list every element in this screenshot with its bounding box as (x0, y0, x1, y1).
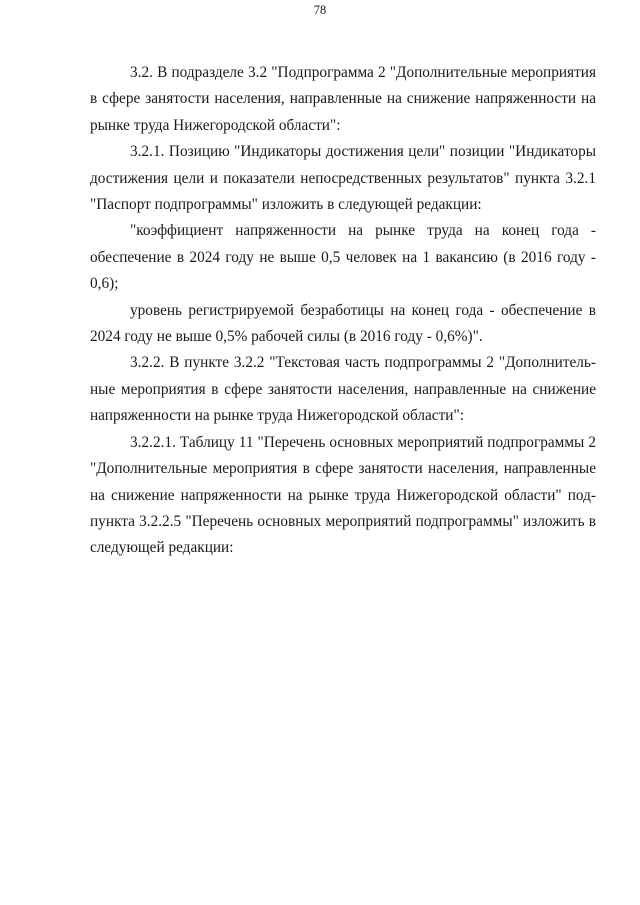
text-line: 2024 году не выше 0,5% рабочей силы (в 2016 году - 0,6%)". (90, 328, 483, 346)
text-line: "Паспорт подпрограммы" изложить в следующей редакции: (90, 196, 482, 214)
page-number: 78 (313, 3, 327, 17)
text-line: следующей редакции: (90, 539, 234, 557)
text-line: достижения цели и показатели непосредственных результатов" пункта 3.2.1 (90, 169, 596, 187)
text-line: "Дополнительные мероприятия в сфере занятости населения, направленные (90, 460, 596, 478)
text-line: напряженности на рынке труда Нижегородской области": (90, 407, 464, 425)
text-line: обеспечение в 2024 году не выше 0,5 человек на 1 вакансию (в 2016 году - (90, 248, 596, 266)
text-line: ные мероприятия в сфере занятости населения, направленные на снижение (90, 380, 596, 398)
paragraph-3-2-2-1 (90, 430, 596, 562)
text-line: рынке труда Нижегородской области": (90, 116, 341, 134)
text-line: пункта 3.2.2.5 "Перечень основных мероприятий подпрограммы" изложить в (90, 512, 596, 530)
text-line: 3.2.1. Позицию "Индикаторы достижения цели" позиции "Индикаторы (130, 143, 596, 161)
paragraph-3-2-1 (90, 139, 596, 218)
paragraph-quote-unemployment (90, 298, 596, 351)
text-line: "коэффициент напряженности на рынке труда на конец года - (130, 222, 596, 240)
text-line: 3.2.2.1. Таблицу 11 "Перечень основных мероприятий подпрограммы 2 (130, 433, 596, 451)
text-line: на снижение напряженности на рынке труда Нижегородской области" под- (90, 486, 596, 504)
text-line: уровень регистрируемой безработицы на конец года - обеспечение в (130, 301, 596, 319)
paragraph-3-2 (90, 60, 596, 139)
text-line: 3.2. В подразделе 3.2 "Подпрограмма 2 "Дополнительные мероприятия (130, 64, 596, 81)
text-line: 0,6); (90, 275, 119, 293)
document-body (90, 60, 596, 562)
text-line: в сфере занятости населения, направленные на снижение напряженности на (90, 90, 596, 108)
text-line: 3.2.2. В пункте 3.2.2 "Текстовая часть подпрограммы 2 "Дополнитель- (130, 354, 596, 372)
paragraph-quote-coefficient (90, 218, 596, 297)
paragraph-3-2-2 (90, 350, 596, 429)
